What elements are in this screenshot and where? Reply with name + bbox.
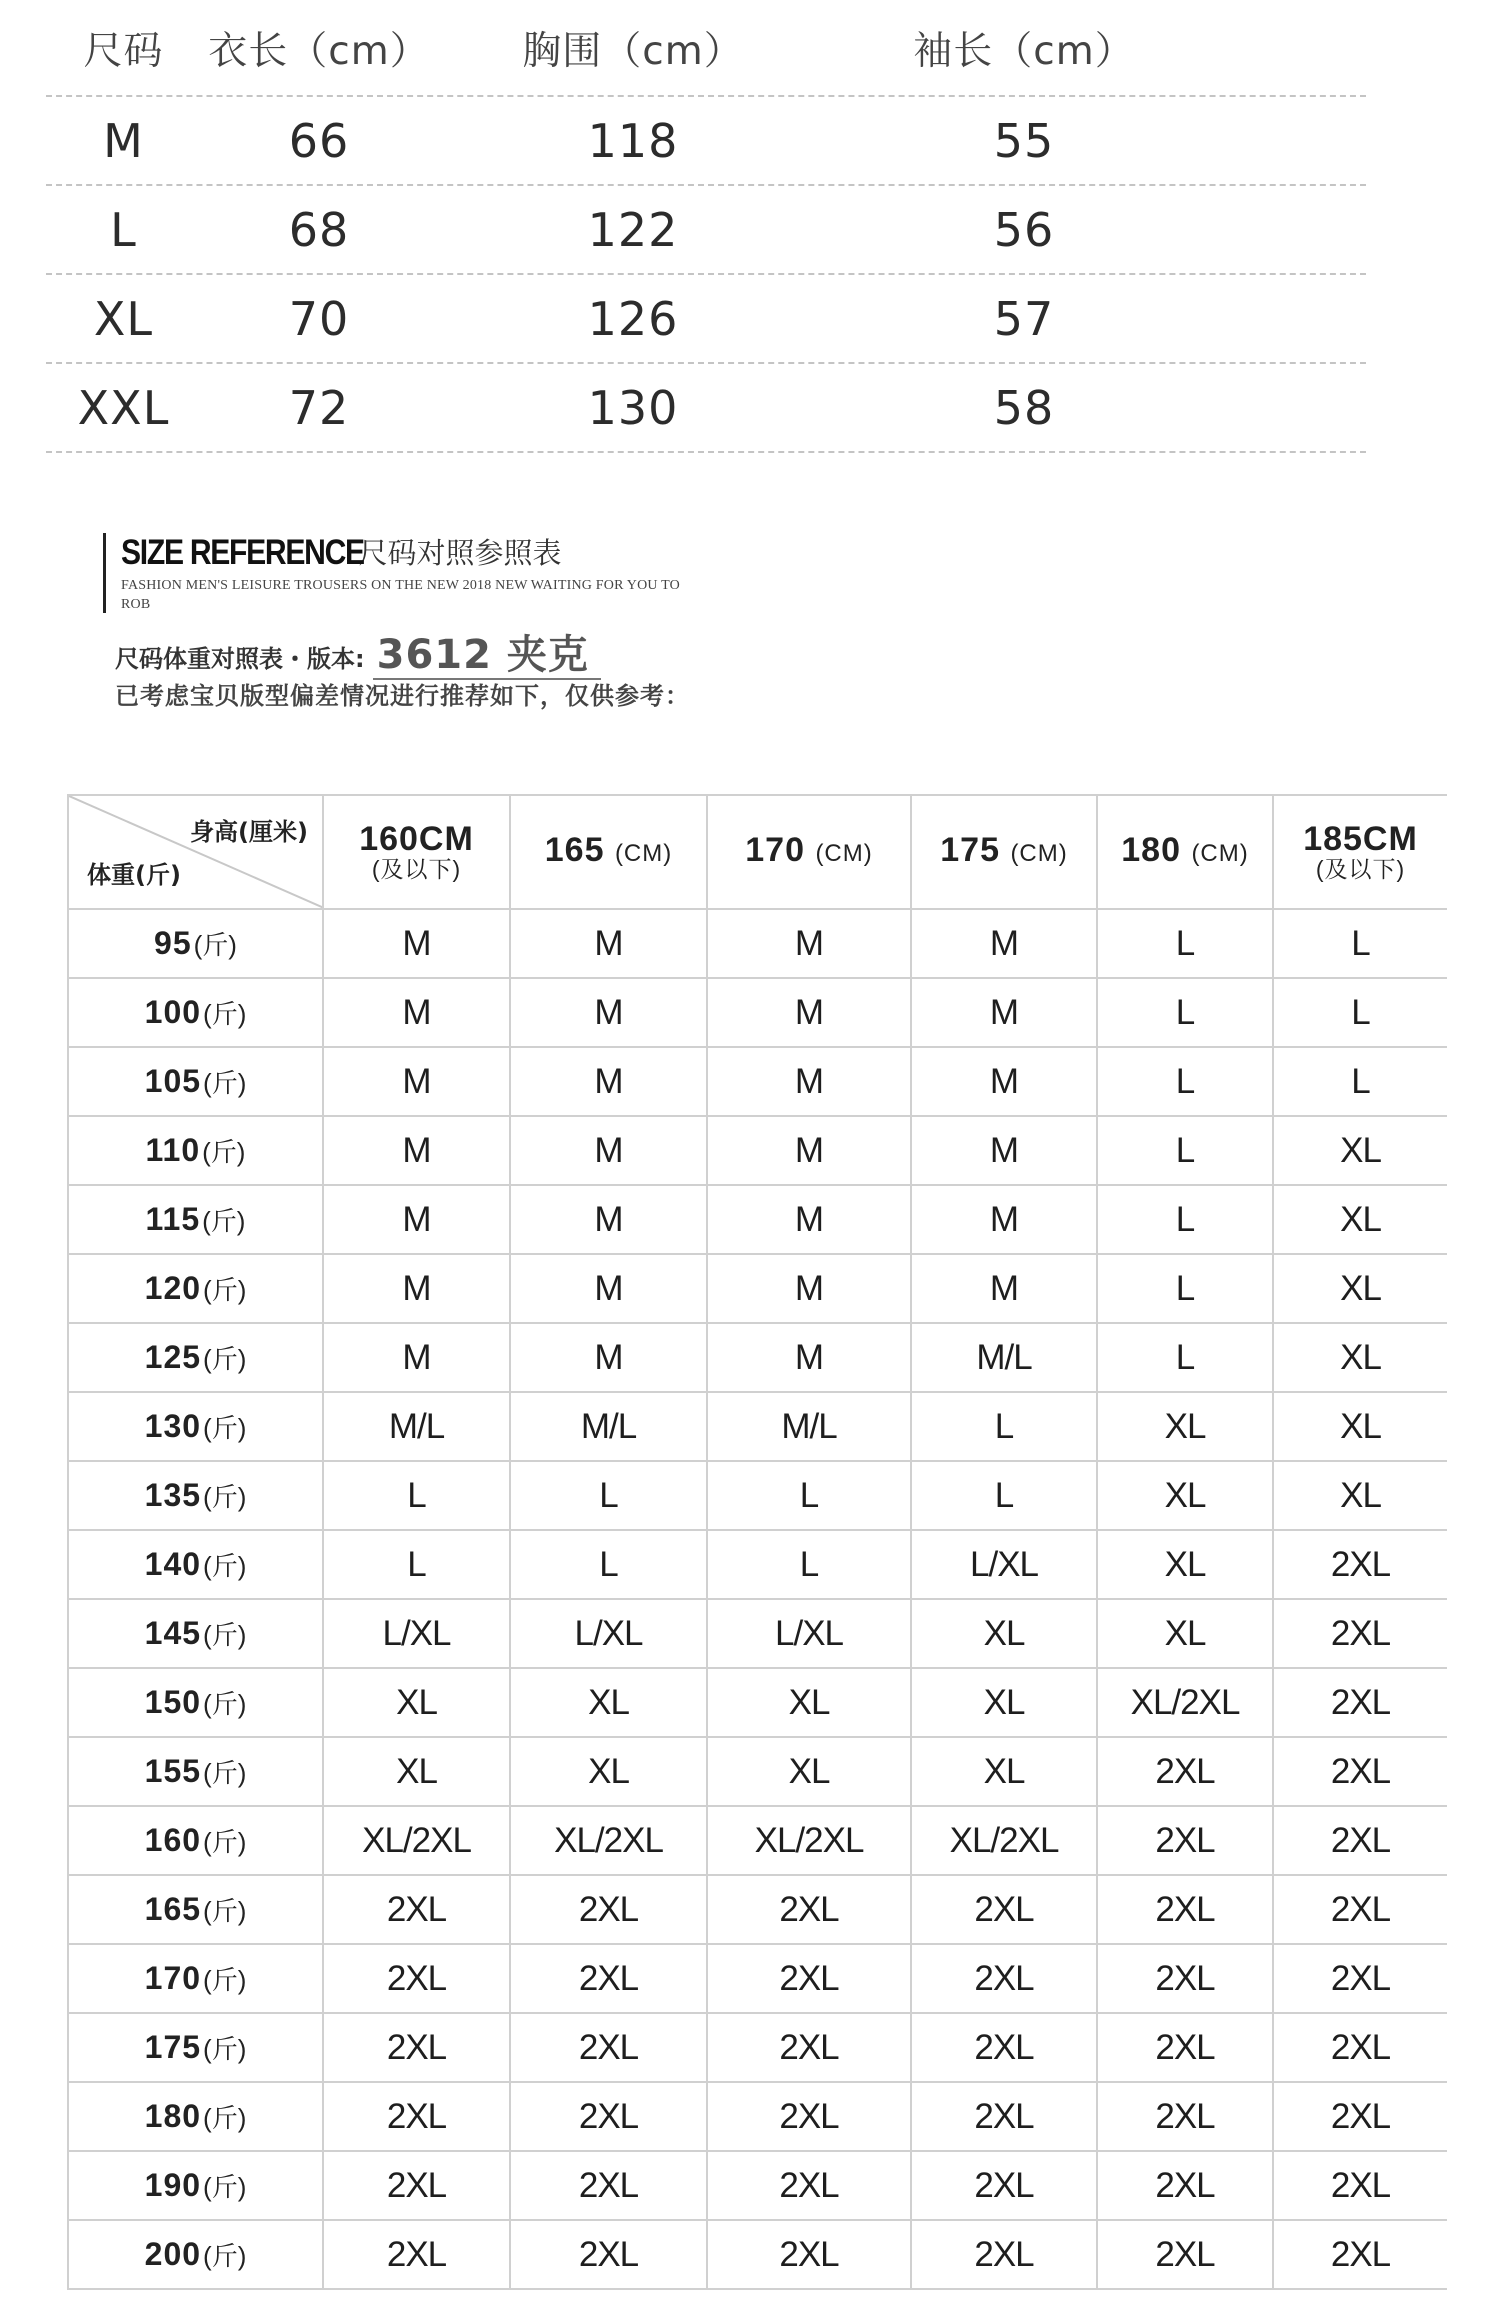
size-cell: L (1097, 1254, 1273, 1323)
size-cell: 2XL (1097, 2082, 1273, 2151)
size-cell: M (911, 1185, 1097, 1254)
height-column-header (1273, 795, 1447, 909)
size-cell: 2XL (1097, 1806, 1273, 1875)
size-cell: XL (1097, 1530, 1273, 1599)
size-recommendation-table (67, 794, 1447, 2322)
size-cell: 2XL (1097, 1737, 1273, 1806)
size-cell: XL (1097, 1599, 1273, 1668)
weight-row-header (68, 1944, 323, 2013)
size-cell: M (510, 1323, 707, 1392)
height-unit: (CM) (1191, 840, 1249, 867)
weight-unit: (斤) (202, 1206, 246, 1236)
weight-unit: (斤) (203, 1413, 247, 1443)
measurement-row (46, 362, 1366, 453)
weight-row-header (68, 1047, 323, 1116)
measurement-size: XL (93, 291, 154, 346)
weight-value: 170 (144, 1960, 202, 1996)
measurement-sleeve: 57 (993, 291, 1055, 346)
size-cell: 2XL (510, 2220, 707, 2289)
table-header-row (68, 795, 1447, 909)
weight-value: 110 (145, 1132, 201, 1168)
weight-row-header (68, 2151, 323, 2220)
size-cell: M (911, 1047, 1097, 1116)
weight-value: 140 (144, 1546, 202, 1582)
size-cell: 2XL (323, 2151, 510, 2220)
weight-unit: (斤) (203, 1344, 247, 1374)
weight-unit: (斤) (203, 1827, 247, 1857)
size-cell: 2XL (707, 1875, 911, 1944)
size-cell: M (510, 1116, 707, 1185)
table-row (68, 1323, 1447, 1392)
size-cell: L (1097, 1116, 1273, 1185)
measurement-header-chest: 胸围（cm） (522, 28, 744, 74)
size-cell: XL (1273, 1461, 1447, 1530)
size-cell: L (510, 1461, 707, 1530)
measurement-length: 68 (288, 202, 350, 257)
weight-unit: (斤) (193, 930, 237, 960)
size-cell: XL/2XL (1097, 1668, 1273, 1737)
weight-unit: (斤) (203, 1482, 247, 1512)
version-label: 尺码体重对照表・版本: (115, 645, 365, 673)
table-row (68, 2151, 1447, 2220)
size-cell: 2XL (911, 2013, 1097, 2082)
measurement-row (46, 184, 1366, 273)
size-cell: 2XL (1273, 1599, 1447, 1668)
size-cell: 2XL (323, 1944, 510, 2013)
size-cell: 2XL (707, 2013, 911, 2082)
weight-value: 145 (144, 1615, 202, 1651)
size-cell: M (707, 909, 911, 978)
weight-unit: (斤) (203, 2241, 247, 2271)
weight-unit: (斤) (203, 1758, 247, 1788)
size-cell: M (323, 1185, 510, 1254)
size-cell: XL (911, 1668, 1097, 1737)
size-cell: 2XL (510, 2013, 707, 2082)
table-row (68, 909, 1447, 978)
size-cell: M (707, 978, 911, 1047)
size-cell: 2XL (323, 2013, 510, 2082)
height-value: 180 (1121, 831, 1181, 869)
size-cell: 2XL (510, 1944, 707, 2013)
height-value: 170 (745, 831, 805, 869)
size-cell: 2XL (1273, 1530, 1447, 1599)
weight-unit: (斤) (203, 2034, 247, 2064)
weight-row-header (68, 2220, 323, 2289)
version-value: 3612 夹克 (373, 632, 601, 680)
table-row (68, 1737, 1447, 1806)
size-cell: L (1097, 1323, 1273, 1392)
table-corner-cell (68, 795, 323, 909)
size-cell: 2XL (1097, 2151, 1273, 2220)
size-cell: XL (1097, 1461, 1273, 1530)
weight-row-header (68, 1392, 323, 1461)
height-column-header (323, 795, 510, 909)
size-cell: XL (1273, 1185, 1447, 1254)
table-row (68, 1392, 1447, 1461)
weight-unit: (斤) (202, 1137, 246, 1167)
size-cell: 2XL (1097, 1875, 1273, 1944)
height-axis-label: 身高(厘米) (190, 818, 308, 846)
size-cell: 2XL (1273, 1875, 1447, 1944)
size-cell: L (1273, 978, 1447, 1047)
weight-unit: (斤) (203, 1068, 247, 1098)
weight-row-header (68, 1599, 323, 1668)
size-cell: M (707, 1047, 911, 1116)
size-cell: XL/2XL (510, 1806, 707, 1875)
measurement-size: XXL (77, 380, 170, 435)
weight-row-header (68, 1530, 323, 1599)
size-reference-heading (103, 533, 803, 613)
size-cell: XL (1273, 1116, 1447, 1185)
size-cell: 2XL (1273, 2151, 1447, 2220)
weight-unit: (斤) (203, 1965, 247, 1995)
size-cell: M (707, 1323, 911, 1392)
size-cell: XL (323, 1737, 510, 1806)
size-cell: 2XL (510, 1875, 707, 1944)
size-reference-title-en: SIZE REFERENCE (121, 533, 364, 572)
weight-unit: (斤) (203, 2103, 247, 2133)
size-cell: L/XL (510, 1599, 707, 1668)
version-line (115, 630, 601, 680)
weight-value: 180 (144, 2098, 202, 2134)
size-cell: M (323, 1116, 510, 1185)
size-cell: 2XL (707, 2082, 911, 2151)
size-cell: M (707, 1254, 911, 1323)
height-unit: (及以下) (371, 856, 462, 882)
weight-unit: (斤) (203, 2172, 247, 2202)
size-cell: M/L (911, 1323, 1097, 1392)
measurement-header-length: 衣长（cm） (208, 28, 430, 74)
measurement-size: L (110, 202, 137, 257)
table-row (68, 2013, 1447, 2082)
measurement-chest: 122 (587, 202, 679, 257)
size-cell: 2XL (1273, 1806, 1447, 1875)
size-cell: XL (510, 1737, 707, 1806)
size-cell: 2XL (911, 2082, 1097, 2151)
weight-value: 100 (144, 994, 202, 1030)
table-row (68, 1875, 1447, 1944)
size-cell: 2XL (1097, 1944, 1273, 2013)
weight-row-header (68, 1806, 323, 1875)
weight-row-header (68, 1185, 323, 1254)
size-cell: M (911, 1116, 1097, 1185)
size-cell: L (1273, 1047, 1447, 1116)
size-cell: XL (323, 1668, 510, 1737)
table-row (68, 1599, 1447, 1668)
size-cell: XL (707, 1737, 911, 1806)
measurement-length: 66 (288, 113, 350, 168)
size-cell: L (1097, 909, 1273, 978)
table-row (68, 2220, 1447, 2289)
size-cell: XL (1273, 1323, 1447, 1392)
size-cell: M (323, 1047, 510, 1116)
weight-value: 120 (144, 1270, 202, 1306)
size-cell: L (707, 1461, 911, 1530)
table-row (68, 1185, 1447, 1254)
weight-value: 95 (154, 925, 192, 961)
weight-value: 125 (144, 1339, 202, 1375)
size-cell: M (323, 909, 510, 978)
size-cell: L/XL (707, 1599, 911, 1668)
measurement-header-sleeve: 袖长（cm） (913, 28, 1135, 74)
weight-row-header (68, 2013, 323, 2082)
table-row (68, 1530, 1447, 1599)
size-cell: 2XL (707, 2151, 911, 2220)
size-cell: 2XL (1273, 2013, 1447, 2082)
measurement-chest: 126 (587, 291, 679, 346)
height-unit: (CM) (614, 840, 673, 867)
table-row (68, 2082, 1447, 2151)
weight-unit: (斤) (203, 1551, 247, 1581)
recommendation-note: 已考虑宝贝版型偏差情况进行推荐如下，仅供参考： (115, 682, 690, 710)
table-row (68, 1254, 1447, 1323)
measurement-length: 70 (288, 291, 350, 346)
weight-axis-label: 体重(斤) (87, 861, 181, 889)
size-cell: 2XL (707, 1944, 911, 2013)
size-cell: M (510, 1185, 707, 1254)
measurement-chest: 118 (587, 113, 679, 168)
weight-value: 160 (144, 1822, 202, 1858)
measurement-length: 72 (288, 380, 350, 435)
size-cell: XL (510, 1668, 707, 1737)
table-row (68, 1116, 1447, 1185)
size-cell: M (911, 1254, 1097, 1323)
size-cell: L (707, 1530, 911, 1599)
height-column-header (911, 795, 1097, 909)
size-cell: M (323, 1323, 510, 1392)
size-cell: XL (911, 1737, 1097, 1806)
size-cell: XL/2XL (323, 1806, 510, 1875)
size-cell: L (323, 1461, 510, 1530)
size-cell: L (510, 1530, 707, 1599)
weight-value: 130 (144, 1408, 202, 1444)
size-cell: L (1273, 909, 1447, 978)
size-cell: M (510, 978, 707, 1047)
weight-row-header (68, 1254, 323, 1323)
size-cell: 2XL (323, 2220, 510, 2289)
size-cell: M/L (707, 1392, 911, 1461)
weight-row-header (68, 978, 323, 1047)
weight-value: 150 (144, 1684, 202, 1720)
table-row (68, 978, 1447, 1047)
height-value: 160CM (359, 820, 474, 858)
table-row (68, 1944, 1447, 2013)
weight-unit: (斤) (203, 1275, 247, 1305)
size-cell: 2XL (323, 2082, 510, 2151)
size-cell: XL (707, 1668, 911, 1737)
size-cell: L (1097, 1047, 1273, 1116)
measurement-sleeve: 56 (993, 202, 1055, 257)
measurement-sleeve: 55 (993, 113, 1055, 168)
size-cell: 2XL (510, 2151, 707, 2220)
size-cell: M/L (510, 1392, 707, 1461)
table-row (68, 1047, 1447, 1116)
measurement-table (46, 0, 1366, 453)
weight-unit: (斤) (203, 1896, 247, 1926)
height-column-header (1097, 795, 1273, 909)
weight-value: 165 (144, 1891, 202, 1927)
weight-row-header (68, 2082, 323, 2151)
size-reference-title-cn: 尺码对照参照表 (358, 536, 562, 570)
size-cell: XL/2XL (911, 1806, 1097, 1875)
size-cell: 2XL (1273, 2082, 1447, 2151)
size-cell: 2XL (1273, 2220, 1447, 2289)
size-cell: 2XL (510, 2082, 707, 2151)
table-row (68, 1461, 1447, 1530)
measurement-row (46, 273, 1366, 362)
height-value: 175 (940, 831, 1000, 869)
weight-value: 115 (145, 1201, 201, 1237)
size-cell: XL/2XL (707, 1806, 911, 1875)
size-cell: 2XL (1097, 2220, 1273, 2289)
size-cell: XL (1097, 1392, 1273, 1461)
height-unit: (CM) (1010, 840, 1068, 867)
height-unit: (及以下) (1315, 856, 1406, 882)
measurement-header-size: 尺码 (83, 28, 164, 74)
size-cell: 2XL (707, 2220, 911, 2289)
size-cell: L (323, 1530, 510, 1599)
weight-value: 105 (144, 1063, 202, 1099)
size-cell: 2XL (911, 2151, 1097, 2220)
size-cell: XL (1273, 1392, 1447, 1461)
weight-row-header (68, 1323, 323, 1392)
size-cell: M (510, 1254, 707, 1323)
size-reference-subtitle: FASHION MEN'S LEISURE TROUSERS ON THE NEW 2018 NEW WAITING FOR YOU TO ROB (121, 578, 680, 612)
weight-value: 190 (144, 2167, 202, 2203)
height-column-header (707, 795, 911, 909)
weight-value: 155 (144, 1753, 202, 1789)
size-cell: L/XL (323, 1599, 510, 1668)
weight-value: 175 (144, 2029, 202, 2065)
weight-unit: (斤) (203, 1620, 247, 1650)
height-column-header (510, 795, 707, 909)
size-cell: 2XL (1097, 2013, 1273, 2082)
size-cell: 2XL (1273, 1737, 1447, 1806)
size-cell: 2XL (1273, 1944, 1447, 2013)
height-value: 165 (544, 831, 605, 869)
weight-row-header (68, 1461, 323, 1530)
size-cell: XL (911, 1599, 1097, 1668)
size-cell: M (510, 1047, 707, 1116)
table-row (68, 1668, 1447, 1737)
size-cell: M (911, 978, 1097, 1047)
table-row (68, 1806, 1447, 1875)
size-cell: L/XL (911, 1530, 1097, 1599)
size-cell: L (1097, 1185, 1273, 1254)
size-cell: L (1097, 978, 1273, 1047)
measurement-sleeve: 58 (993, 380, 1055, 435)
weight-row-header (68, 1668, 323, 1737)
size-cell: 2XL (911, 2220, 1097, 2289)
size-cell: L (911, 1392, 1097, 1461)
measurement-row (46, 95, 1366, 184)
weight-row-header (68, 1875, 323, 1944)
weight-row-header (68, 909, 323, 978)
measurement-header-row (46, 0, 1366, 95)
size-cell: 2XL (911, 1944, 1097, 2013)
size-cell: M (323, 1254, 510, 1323)
measurement-size: M (103, 113, 144, 168)
size-cell: M (707, 1185, 911, 1254)
weight-row-header (68, 1116, 323, 1185)
size-cell: M (510, 909, 707, 978)
weight-value: 200 (144, 2236, 202, 2272)
size-cell: 2XL (911, 1875, 1097, 1944)
size-cell: M (707, 1116, 911, 1185)
weight-unit: (斤) (203, 999, 247, 1029)
measurement-chest: 130 (587, 380, 679, 435)
size-cell: 2XL (323, 1875, 510, 1944)
size-cell: M/L (323, 1392, 510, 1461)
weight-unit: (斤) (203, 1689, 247, 1719)
size-cell: M (323, 978, 510, 1047)
height-value: 185CM (1303, 820, 1418, 858)
weight-row-header (68, 1737, 323, 1806)
height-unit: (CM) (815, 840, 873, 867)
size-cell: XL (1273, 1254, 1447, 1323)
size-cell: M (911, 909, 1097, 978)
size-cell: 2XL (1273, 1668, 1447, 1737)
weight-value: 135 (144, 1477, 202, 1513)
size-cell: L (911, 1461, 1097, 1530)
